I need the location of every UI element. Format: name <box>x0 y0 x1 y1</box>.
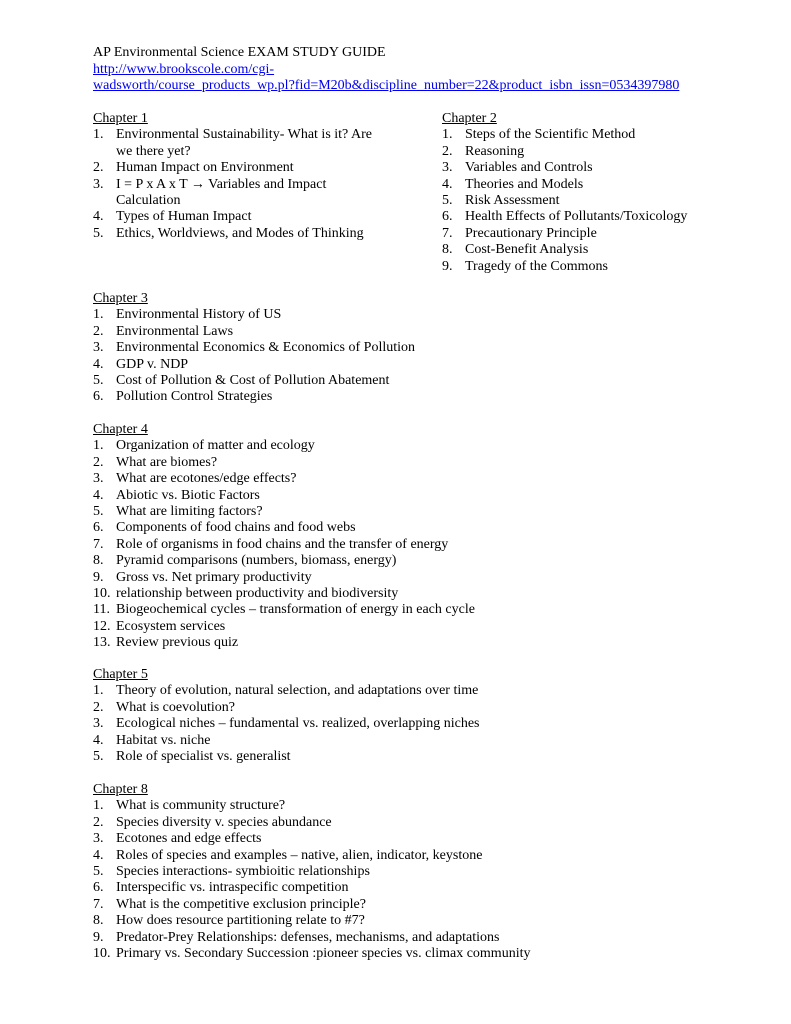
topic-number: 8. <box>442 242 453 258</box>
topic-list <box>93 798 613 962</box>
topic-text: Health Effects of Pollutants/Toxicology <box>465 209 688 225</box>
topic-list <box>442 127 722 275</box>
topic-text: Cost-Benefit Analysis <box>465 242 589 258</box>
topic-number: 6. <box>93 389 104 405</box>
topic-item <box>93 504 553 520</box>
topic-text: Species diversity v. species abundance <box>116 814 332 830</box>
topic-text: Environmental History of US <box>116 307 282 323</box>
topic-number: 2. <box>442 143 453 159</box>
topic-text: Environmental Economics & Economics of Pollution <box>116 340 416 356</box>
topic-number: 10. <box>93 946 111 962</box>
topic-text: Reasoning <box>465 143 525 159</box>
topic-number: 9. <box>93 929 104 945</box>
topic-item <box>93 930 613 946</box>
topic-text: Cost of Pollution & Cost of Pollution Abatement <box>116 373 390 389</box>
topic-number: 4. <box>442 176 453 192</box>
chapter-3-section <box>93 291 513 406</box>
chapter-5-section <box>93 667 553 765</box>
topic-list <box>93 127 393 242</box>
topic-number: 3. <box>93 471 104 487</box>
topic-text: Theory of evolution, natural selection, and adaptations over time <box>116 683 479 699</box>
topic-item <box>442 144 722 160</box>
topic-text: Predator-Prey Relationships: defenses, mechanisms, and adaptations <box>116 929 500 945</box>
topic-number: 7. <box>93 896 104 912</box>
topic-text: Roles of species and examples – native, alien, indicator, keystone <box>116 847 483 863</box>
topic-number: 1. <box>93 127 104 143</box>
topic-number: 6. <box>93 520 104 536</box>
topic-number: 1. <box>93 307 104 323</box>
topic-item <box>93 798 613 814</box>
topic-item <box>93 389 513 405</box>
topic-text: What are limiting factors? <box>116 504 263 520</box>
topic-item <box>93 373 513 389</box>
topic-text: What are ecotones/edge effects? <box>116 471 297 487</box>
topic-item <box>442 259 722 275</box>
topic-number: 3. <box>93 831 104 847</box>
topic-number: 3. <box>442 160 453 176</box>
topic-number: 5. <box>442 193 453 209</box>
topic-item <box>93 307 513 323</box>
chapter-1-section <box>93 111 393 242</box>
topic-item <box>93 848 613 864</box>
topic-item <box>93 700 553 716</box>
topic-number: 3. <box>93 716 104 732</box>
topic-item <box>93 864 613 880</box>
topic-number: 13. <box>93 635 111 651</box>
topic-item <box>93 749 553 765</box>
topic-number: 2. <box>93 814 104 830</box>
topic-item <box>442 242 722 258</box>
topic-number: 7. <box>442 225 453 241</box>
topic-text: What is community structure? <box>116 798 286 814</box>
topic-text: Interspecific vs. intraspecific competition <box>116 880 349 896</box>
topic-text: Ethics, Worldviews, and Modes of Thinking <box>116 225 364 241</box>
topic-number: 2. <box>93 323 104 339</box>
topic-number: 9. <box>442 258 453 274</box>
topic-text: Pyramid comparisons (numbers, biomass, energy) <box>116 553 397 569</box>
topic-text: Theories and Models <box>465 176 584 192</box>
topic-number: 3. <box>93 340 104 356</box>
topic-number: 4. <box>93 356 104 372</box>
topic-item <box>93 520 553 536</box>
topic-item <box>93 324 513 340</box>
topic-text: Human Impact on Environment <box>116 160 294 176</box>
topic-item <box>93 226 393 242</box>
topic-item <box>93 913 613 929</box>
topic-item <box>442 160 722 176</box>
topic-text: Species interactions- symbioitic relationships <box>116 864 370 880</box>
topic-item <box>93 438 553 454</box>
topic-text: Types of Human Impact <box>116 209 252 225</box>
topic-number: 1. <box>442 127 453 143</box>
topic-item <box>93 127 393 160</box>
topic-text: Steps of the Scientific Method <box>465 127 636 143</box>
topic-item <box>93 455 553 471</box>
topic-item <box>93 570 553 586</box>
topic-text: Ecotones and edge effects <box>116 831 262 847</box>
topic-text: What is coevolution? <box>116 699 235 715</box>
topic-text: Environmental Sustainability- What is it? Are we there yet? <box>116 127 372 159</box>
topic-list <box>93 683 553 765</box>
topic-number: 7. <box>93 536 104 552</box>
topic-item <box>93 340 513 356</box>
topic-number: 11. <box>93 602 110 618</box>
chapter-heading: Chapter 8 <box>93 782 148 797</box>
page-title: AP Environmental Science EXAM STUDY GUIDE <box>93 45 386 60</box>
topic-item <box>93 586 553 602</box>
topic-item <box>93 897 613 913</box>
chapter-heading: Chapter 3 <box>93 291 148 306</box>
topic-item <box>93 602 553 618</box>
course-link[interactable] <box>93 62 679 95</box>
topic-item <box>442 209 722 225</box>
topic-item <box>442 177 722 193</box>
topic-text: Gross vs. Net primary productivity <box>116 569 312 585</box>
topic-text: GDP v. NDP <box>116 356 189 372</box>
topic-item <box>93 177 393 210</box>
topic-number: 4. <box>93 847 104 863</box>
topic-text: Organization of matter and ecology <box>116 438 315 454</box>
topic-number: 1. <box>93 798 104 814</box>
topic-item <box>442 226 722 242</box>
topic-text: Review previous quiz <box>116 635 239 651</box>
topic-item <box>93 357 513 373</box>
chapter-heading: Chapter 1 <box>93 111 148 126</box>
topic-text: Habitat vs. niche <box>116 732 211 748</box>
chapter-heading: Chapter 2 <box>442 111 497 126</box>
topic-item <box>93 946 613 962</box>
topic-text: Risk Assessment <box>465 193 560 209</box>
topic-number: 4. <box>93 732 104 748</box>
topic-number: 2. <box>93 699 104 715</box>
chapter-2-section <box>442 111 722 275</box>
topic-item <box>93 880 613 896</box>
topic-text: Ecological niches – fundamental vs. realized, overlapping niches <box>116 716 480 732</box>
topic-number: 6. <box>442 209 453 225</box>
topic-number: 8. <box>93 553 104 569</box>
topic-list <box>93 438 553 651</box>
topic-number: 5. <box>93 749 104 765</box>
topic-list <box>93 307 513 405</box>
topic-number: 5. <box>93 373 104 389</box>
topic-text: relationship between productivity and biodiversity <box>116 586 399 602</box>
chapter-heading: Chapter 5 <box>93 667 148 682</box>
topic-text: Variables and Controls <box>465 160 593 176</box>
topic-item <box>93 209 393 225</box>
course-link-line-1[interactable]: http://www.brookscole.com/cgi- <box>93 62 275 77</box>
chapter-4-section <box>93 422 553 652</box>
topic-item <box>442 127 722 143</box>
topic-text: Abiotic vs. Biotic Factors <box>116 487 260 503</box>
topic-number: 8. <box>93 913 104 929</box>
topic-item <box>93 733 553 749</box>
topic-item <box>93 471 553 487</box>
topic-number: 1. <box>93 683 104 699</box>
topic-number: 9. <box>93 569 104 585</box>
topic-text: What is the competitive exclusion principle? <box>116 896 366 912</box>
topic-item <box>93 635 553 651</box>
topic-number: 2. <box>93 160 104 176</box>
topic-text: Components of food chains and food webs <box>116 520 356 536</box>
topic-number: 4. <box>93 487 104 503</box>
topic-item <box>93 716 553 732</box>
topic-number: 5. <box>93 504 104 520</box>
topic-item <box>93 683 553 699</box>
topic-text: What are biomes? <box>116 454 218 470</box>
topic-number: 6. <box>93 880 104 896</box>
topic-number: 1. <box>93 438 104 454</box>
topic-number: 5. <box>93 225 104 241</box>
topic-text: Environmental Laws <box>116 323 234 339</box>
topic-text: Primary vs. Secondary Succession :pioneer species vs. climax community <box>116 946 531 962</box>
topic-text: Role of specialist vs. generalist <box>116 749 291 765</box>
topic-item <box>93 488 553 504</box>
topic-number: 12. <box>93 618 111 634</box>
topic-item <box>442 193 722 209</box>
topic-item <box>93 831 613 847</box>
topic-text: Biogeochemical cycles – transformation of energy in each cycle <box>116 602 475 618</box>
chapter-8-section <box>93 782 613 962</box>
topic-text: I = P x A x T → Variables and Impact Calculation <box>116 176 327 209</box>
topic-text: Precautionary Principle <box>465 225 597 241</box>
topic-text: Pollution Control Strategies <box>116 389 273 405</box>
chapter-heading: Chapter 4 <box>93 422 148 437</box>
topic-item <box>93 160 393 176</box>
topic-item <box>93 537 553 553</box>
topic-text: How does resource partitioning relate to #7? <box>116 913 365 929</box>
topic-number: 4. <box>93 209 104 225</box>
topic-text: Tragedy of the Commons <box>465 258 608 274</box>
topic-number: 10. <box>93 586 111 602</box>
topic-number: 5. <box>93 864 104 880</box>
course-link-line-2[interactable]: wadsworth/course_products_wp.pl?fid=M20b&discipline_number=22&product_isbn_issn=0534397980 <box>93 78 680 94</box>
topic-text: Ecosystem services <box>116 618 226 634</box>
topic-item <box>93 815 613 831</box>
topic-number: 2. <box>93 454 104 470</box>
topic-item <box>93 553 553 569</box>
topic-text: Role of organisms in food chains and the transfer of energy <box>116 536 449 552</box>
topic-number: 3. <box>93 176 104 192</box>
topic-item <box>93 619 553 635</box>
